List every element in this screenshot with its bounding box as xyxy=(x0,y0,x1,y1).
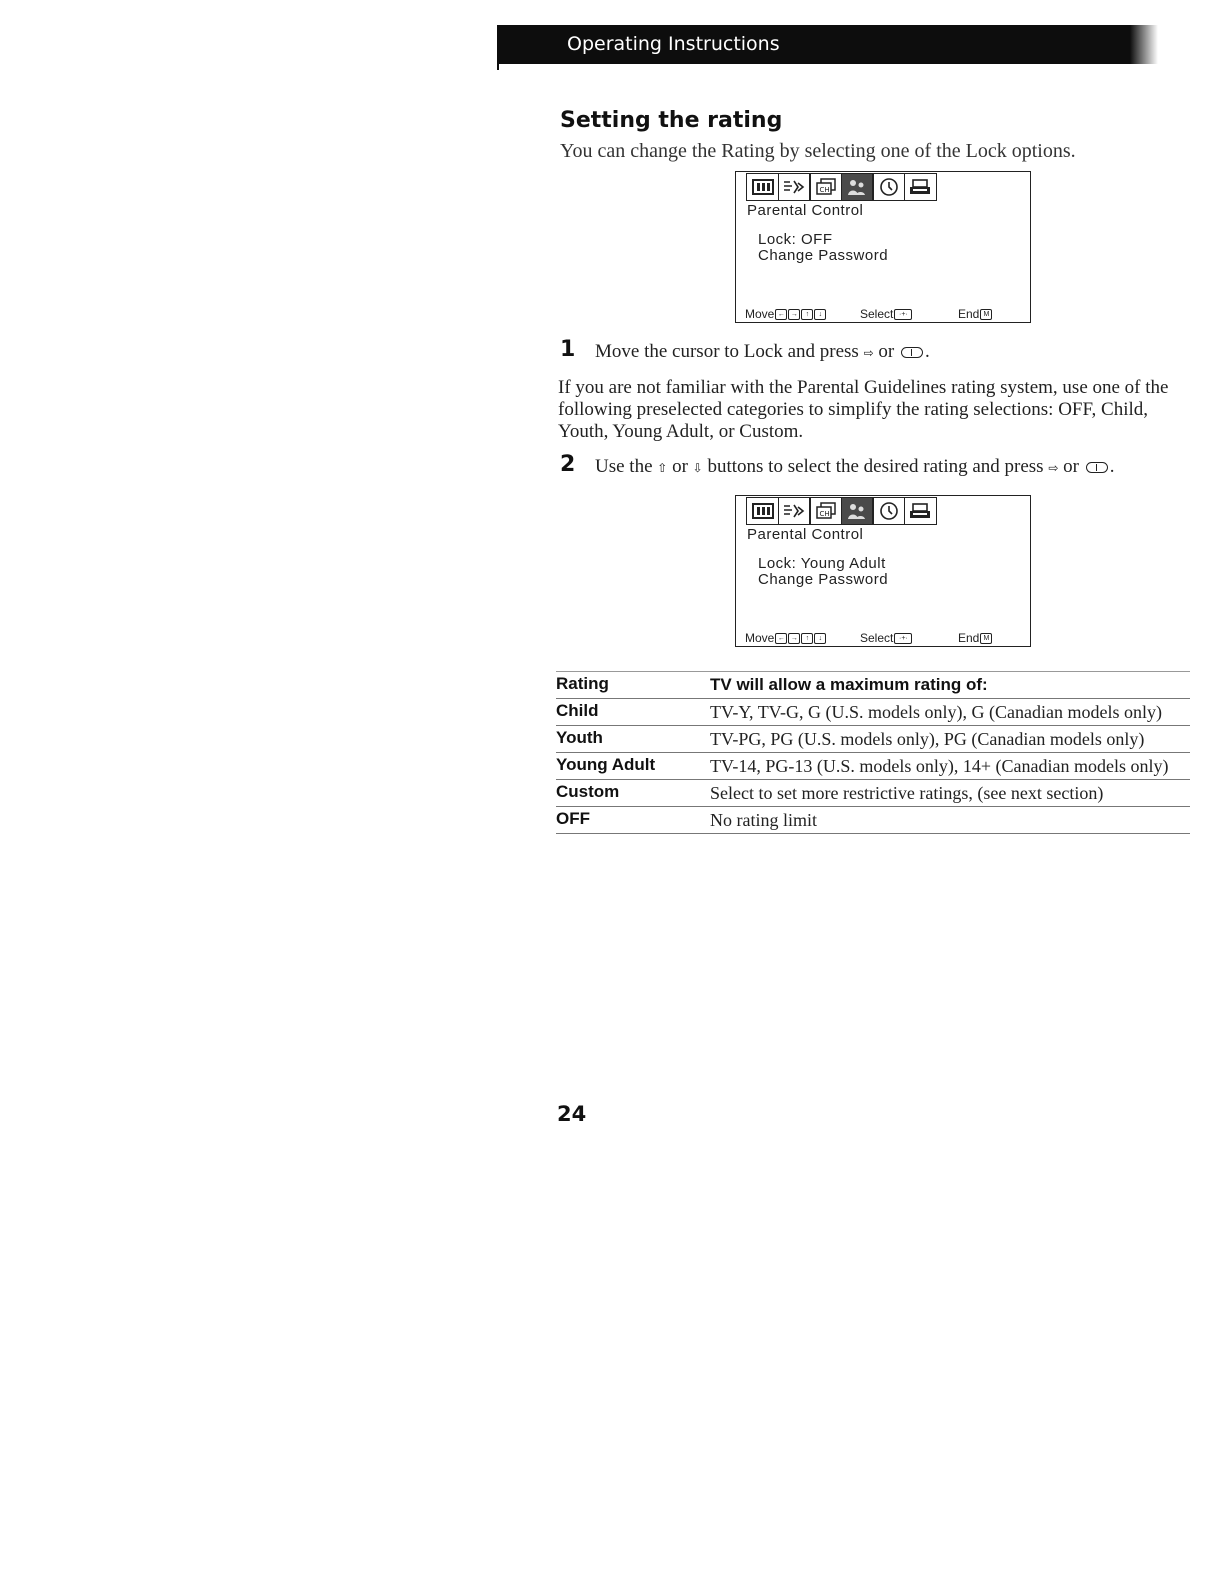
step-1-text-a: Move the cursor to Lock and press xyxy=(595,341,859,362)
osd-footer-select xyxy=(860,307,912,321)
header-fade xyxy=(1130,25,1158,64)
header-rating: Rating xyxy=(556,672,710,699)
end-label: End xyxy=(958,631,980,645)
osd-footer-end xyxy=(958,631,992,645)
channel-icon xyxy=(809,173,842,201)
select-key-icon: ·+· xyxy=(894,309,912,320)
down-key-icon: ↓ xyxy=(814,633,826,644)
left-key-icon: ← xyxy=(775,309,787,320)
joystick-button-icon xyxy=(1086,462,1108,473)
right-key-icon: → xyxy=(788,309,800,320)
osd-change-password: Change Password xyxy=(758,571,889,588)
rating-cell: Child xyxy=(556,699,710,726)
timer-icon xyxy=(872,173,905,201)
osd-lock-value: Lock: OFF xyxy=(758,231,833,248)
step-1-text-b: or xyxy=(878,341,895,362)
menu-key-icon: M xyxy=(980,633,992,644)
osd-footer-move xyxy=(745,307,826,321)
rating-cell: OFF xyxy=(556,807,710,834)
right-arrow-icon: ⇨ xyxy=(863,346,874,360)
allow-cell: No rating limit xyxy=(710,807,1190,834)
allow-cell: Select to set more restrictive ratings, (see next section) xyxy=(710,780,1190,807)
table-row xyxy=(556,780,1190,807)
step-2-text-a: Use the xyxy=(595,456,653,477)
setup-icon xyxy=(904,497,937,525)
page-number: 24 xyxy=(557,1102,587,1126)
move-label: Move xyxy=(745,307,775,321)
section-title: Setting the rating xyxy=(560,108,783,133)
left-key-icon: ← xyxy=(775,633,787,644)
step-2-text-b: or xyxy=(672,456,688,477)
osd-footer-end xyxy=(958,307,992,321)
osd-footer-select xyxy=(860,631,912,645)
down-arrow-icon: ⇩ xyxy=(692,461,703,475)
channel-icon xyxy=(809,497,842,525)
end-label: End xyxy=(958,307,980,321)
allow-cell: TV-14, PG-13 (U.S. models only), 14+ (Canadian models only) xyxy=(710,753,1190,780)
setup-icon xyxy=(904,173,937,201)
step-2-period: . xyxy=(1109,456,1115,477)
parental-icon xyxy=(841,497,874,525)
header-title: Operating Instructions xyxy=(567,33,780,55)
header-stem xyxy=(497,64,499,70)
step-1-number: 1 xyxy=(560,337,576,362)
osd-change-password: Change Password xyxy=(758,247,889,264)
parental-icon xyxy=(841,173,874,201)
select-key-icon: ·+· xyxy=(894,633,912,644)
explanation-paragraph: If you are not familiar with the Parental Guidelines rating system, use one of the following preselected categories to simplify the rating selections: OFF, Child, Youth, Young Adult, or Custom. xyxy=(558,377,1169,442)
audio-icon xyxy=(778,497,811,525)
section-intro: You can change the Rating by selecting one of the Lock options. xyxy=(560,140,1076,162)
select-label: Select xyxy=(860,631,894,645)
osd-heading: Parental Control xyxy=(747,202,864,219)
osd-lock-value: Lock: Young Adult xyxy=(758,555,886,572)
timer-icon xyxy=(872,497,905,525)
right-key-icon: → xyxy=(788,633,800,644)
osd-icon-row xyxy=(746,497,935,525)
down-key-icon: ↓ xyxy=(814,309,826,320)
menu-key-icon: M xyxy=(980,309,992,320)
osd-footer-move xyxy=(745,631,826,645)
osd-screen-2 xyxy=(735,495,1031,647)
up-key-icon: ↑ xyxy=(801,309,813,320)
step-1-text xyxy=(595,341,930,363)
step-2-number: 2 xyxy=(560,452,576,477)
header-allow: TV will allow a maximum rating of: xyxy=(710,672,1190,699)
svg-text:CH: CH xyxy=(819,186,830,194)
table-row xyxy=(556,699,1190,726)
rating-cell: Youth xyxy=(556,726,710,753)
joystick-button-icon xyxy=(901,347,923,358)
allow-cell: TV-PG, PG (U.S. models only), PG (Canadian models only) xyxy=(710,726,1190,753)
select-label: Select xyxy=(860,307,894,321)
step-2-text-c: buttons to select the desired rating and press xyxy=(707,456,1044,477)
up-arrow-icon: ⇧ xyxy=(657,461,668,475)
svg-text:CH: CH xyxy=(819,510,830,518)
osd-heading: Parental Control xyxy=(747,526,864,543)
table-row xyxy=(556,807,1190,834)
step-2-text-d: or xyxy=(1063,456,1079,477)
move-label: Move xyxy=(745,631,775,645)
ratings-table xyxy=(556,671,1190,834)
table-row xyxy=(556,753,1190,780)
audio-icon xyxy=(778,173,811,201)
right-arrow-icon: ⇨ xyxy=(1048,461,1059,475)
rating-cell: Young Adult xyxy=(556,753,710,780)
step-1-period: . xyxy=(924,341,930,362)
osd-screen-1 xyxy=(735,171,1031,323)
osd-icon-row xyxy=(746,173,935,201)
up-key-icon: ↑ xyxy=(801,633,813,644)
allow-cell: TV-Y, TV-G, G (U.S. models only), G (Canadian models only) xyxy=(710,699,1190,726)
table-header-row xyxy=(556,672,1190,699)
table-row xyxy=(556,726,1190,753)
picture-icon xyxy=(746,497,779,525)
rating-cell: Custom xyxy=(556,780,710,807)
picture-icon xyxy=(746,173,779,201)
step-2-text xyxy=(595,456,1114,478)
